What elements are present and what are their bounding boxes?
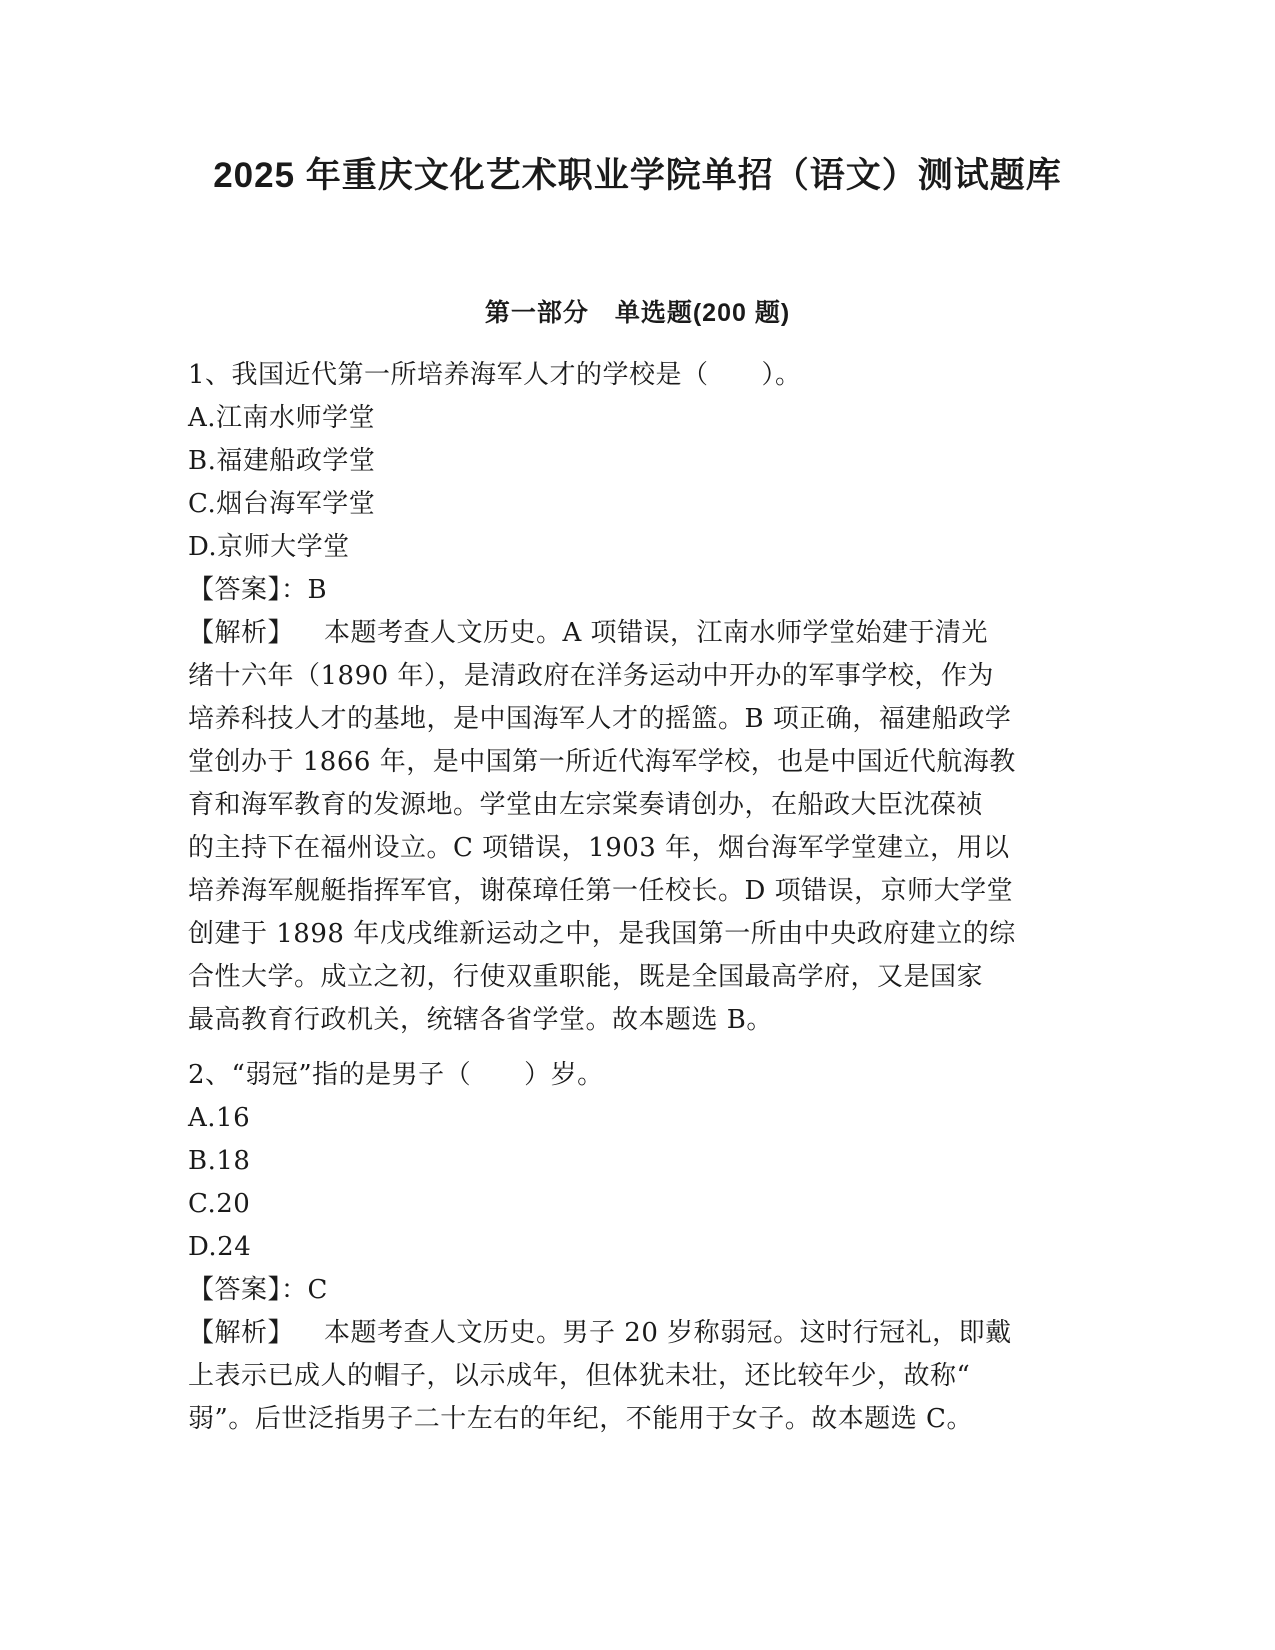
option-a: A.江南水师学堂 <box>188 403 376 433</box>
analysis-line: 堂创办于 1866 年，是中国第一所近代海军学校，也是中国近代航海教 <box>188 747 1016 777</box>
analysis-line: 最高教育行政机关，统辖各省学堂。故本题选 B。 <box>188 1005 773 1035</box>
analysis-line <box>188 1312 1088 1355</box>
analysis-line: 创建于 1898 年戊戌维新运动之中，是我国第一所由中央政府建立的综 <box>188 919 1016 949</box>
analysis-text: 本题考查人文历史。A 项错误，江南水师学堂始建于清光 <box>324 618 989 648</box>
section-title: 第一部分 单选题(200 题) <box>484 299 791 327</box>
option-d: D.24 <box>188 1232 252 1262</box>
analysis-label: 【解析】 <box>188 1318 295 1348</box>
answer-label: 【答案】： <box>188 575 308 605</box>
option-b: B.18 <box>188 1146 251 1176</box>
question-list <box>188 354 1088 1441</box>
question-2 <box>188 1054 1088 1441</box>
analysis-line: 育和海军教育的发源地。学堂由左宗棠奏请创办，在船政大臣沈葆祯 <box>188 790 984 820</box>
option-b: B.福建船政学堂 <box>188 446 376 476</box>
option-d: D.京师大学堂 <box>188 532 350 562</box>
analysis-line: 绪十六年（1890 年），是清政府在洋务运动中开办的军事学校，作为 <box>188 661 994 691</box>
analysis-line <box>188 612 1088 655</box>
option-c: C.20 <box>188 1189 251 1219</box>
document-title: 2025 年重庆文化艺术职业学院单招（语文）测试题库 <box>213 156 1062 195</box>
question-stem: 1、我国近代第一所培养海军人才的学校是（ ）。 <box>188 360 802 390</box>
analysis-line: 培养海军舰艇指挥军官，谢葆璋任第一任校长。D 项错误，京师大学堂 <box>188 876 1014 906</box>
analysis-line: 上表示已成人的帽子，以示成年，但体犹未壮，还比较年少，故称“ <box>188 1361 971 1391</box>
answer-row <box>188 569 1088 612</box>
option-c: C.烟台海军学堂 <box>188 489 376 519</box>
analysis-line: 培养科技人才的基地，是中国海军人才的摇篮。B 项正确，福建船政学 <box>188 704 1012 734</box>
answer-value: B <box>307 575 328 605</box>
option-a: A.16 <box>188 1103 251 1133</box>
analysis-line: 合性大学。成立之初，行使双重职能，既是全国最高学府，又是国家 <box>188 962 984 992</box>
analysis-label: 【解析】 <box>188 618 295 648</box>
analysis-text: 本题考查人文历史。男子 20 岁称弱冠。这时行冠礼，即戴 <box>324 1318 1012 1348</box>
answer-value: C <box>307 1275 328 1305</box>
analysis-line: 弱”。后世泛指男子二十左右的年纪，不能用于女子。故本题选 C。 <box>188 1404 973 1434</box>
answer-row <box>188 1269 1088 1312</box>
question-stem: 2、“弱冠”指的是男子（ ）岁。 <box>188 1060 604 1090</box>
answer-label: 【答案】： <box>188 1275 308 1305</box>
question-1 <box>188 354 1088 1042</box>
analysis-line: 的主持下在福州设立。C 项错误，1903 年，烟台海军学堂建立，用以 <box>188 833 1010 863</box>
